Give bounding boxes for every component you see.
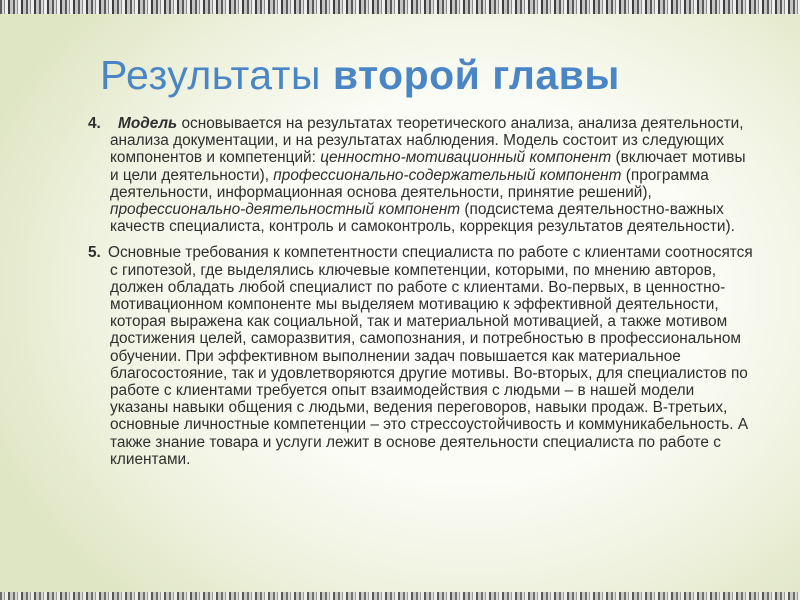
slide-content [88, 115, 754, 468]
item-4-term-1: ценностно-мотивационный компонент [320, 149, 612, 167]
paragraph-item-4 [88, 115, 754, 235]
item-4-text-1: основывается на результатах теоретического анализа, анализа деятельности, анализа документации, и на результатах наблюдения. Модель состоит из следующих компонентов и компетенций: [110, 115, 744, 167]
item-4-term-3: профессионально-деятельностный компонент [110, 201, 461, 219]
title-regular: Результаты [100, 52, 333, 98]
item-4-text-2: (включает мотивы и цели деятельности), [110, 149, 746, 184]
paragraph-item-5 [88, 244, 754, 468]
item-4-lead: Модель [118, 115, 178, 132]
item-number-4: 4. [88, 115, 101, 132]
item-4-text-4: (подсистема деятельностно-важных качеств специалиста, контроль и самоконтроль, коррекция результатов деятельности). [110, 201, 735, 236]
item-4-term-2: профессионально-содержательный компонент [273, 166, 622, 184]
item-5-text: Основные требования к компетентности специалиста по работе с клиентами соотносятся с гипотезой, где выделялись ключевые компетенции, которыми, по мнению авторов, должен обладать любой специалист по работе с клиентами. Во-первых, в ценностно-мотивационном компоненте мы выделяем мотивацию к эффективной деятельности, которая выражена как социальной, так и материальной мотивацией, а также мотивом достижения целей, саморазвития, самопознания, и потребностью в профессиональном обучении. При эффективном выполнении задач повышается как материальное благосостояние, так и удовлетворяются другие мотивы. Во-вторых, для специалистов по работе с клиентами требуется опыт взаимодействия с людьми – в нашей модели указаны навыки общения с людьми, ведения переговоров, навыки продаж. В-третьих, основные личностные компетенции – это стрессоустойчивость и коммуникабельность. А также знание товара и услуги лежит в основе деятельности специалиста по работе с клиентами. [108, 244, 753, 468]
top-stripe-decoration [0, 0, 800, 14]
item-4-text-3: (программа деятельности, информационная основа деятельности, принятие решений), [110, 166, 709, 201]
bottom-stripe-decoration [0, 592, 800, 600]
title-bold: второй главы [332, 52, 620, 98]
item-number-5: 5. [88, 244, 101, 262]
slide-title [100, 52, 760, 99]
